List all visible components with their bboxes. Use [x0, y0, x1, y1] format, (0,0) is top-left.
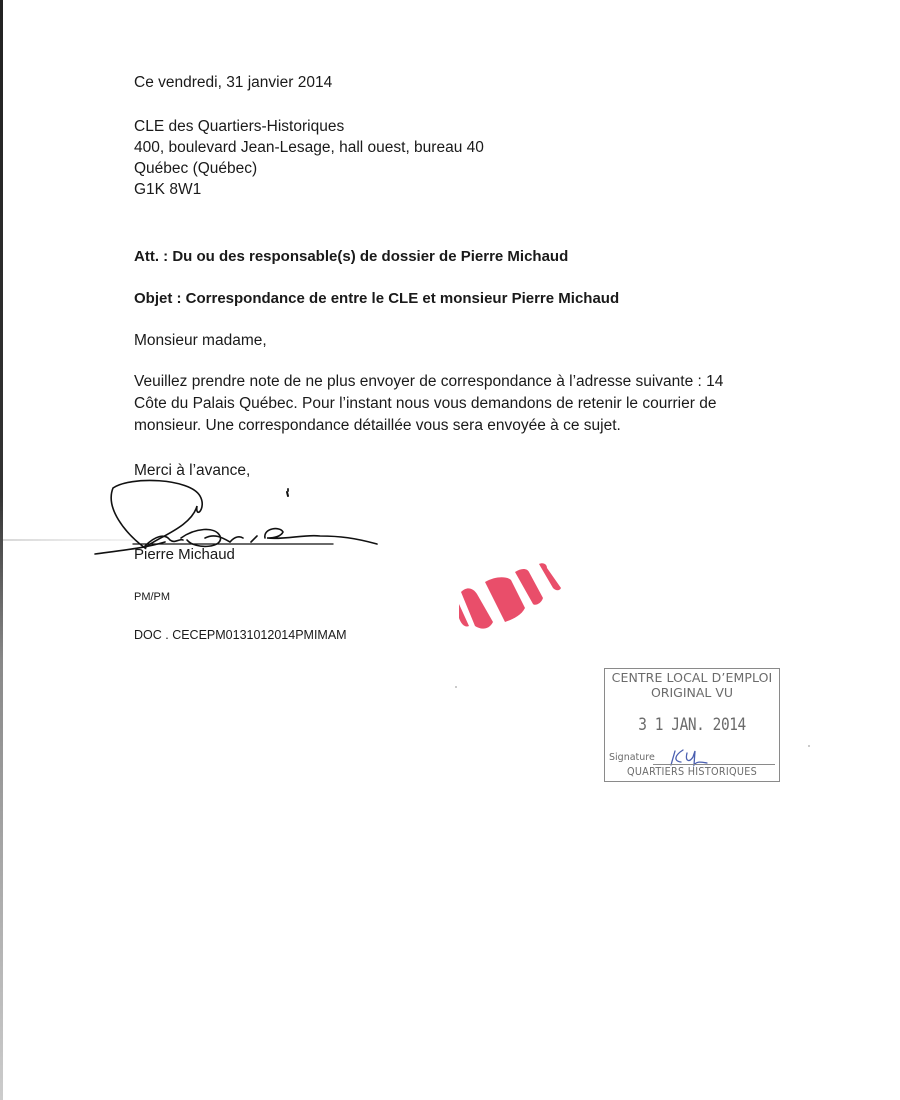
stamp-signature-line [653, 764, 775, 765]
stamp-subtitle: ORIGINAL VU [650, 685, 734, 700]
handwritten-signature [85, 478, 395, 558]
closing: Merci à l’avance, [134, 462, 251, 479]
salutation: Monsieur madame, [134, 332, 267, 349]
body-line: Veuillez prendre note de ne plus envoyer de correspondance à l’adresse suivante : 14 [134, 373, 724, 390]
initials: PM/PM [134, 591, 171, 603]
scan-speck [455, 686, 457, 688]
recipient-name: CLE des Quartiers-Historiques [134, 118, 345, 135]
cle-received-stamp [604, 668, 780, 782]
stamp-title: CENTRE LOCAL D’EMPLOI [611, 670, 773, 685]
stamp-signature-label: Signature [609, 752, 655, 763]
scan-speck [287, 488, 289, 492]
body-paragraph [134, 371, 794, 437]
red-stamp-mark [455, 560, 565, 635]
body-line: monsieur. Une correspondance détaillée vous sera envoyée à ce sujet. [134, 417, 621, 434]
scan-edge [0, 0, 3, 1100]
letter-date: Ce vendredi, 31 janvier 2014 [134, 74, 333, 91]
doc-reference: DOC . CECEPM0131012014PMIMAM [134, 628, 347, 642]
attention-line: Att. : Du ou des responsable(s) de dossier de Pierre Michaud [134, 248, 569, 265]
recipient-city: Québec (Québec) [134, 160, 258, 177]
body-line: Côte du Palais Québec. Pour l’instant nous vous demandons de retenir le courrier de [134, 395, 717, 412]
signatory-name: Pierre Michaud [134, 546, 235, 563]
scan-speck [808, 745, 810, 747]
stamp-date: 3 1 JAN. 2014 [638, 715, 746, 735]
subject-line: Objet : Correspondance de entre le CLE et monsieur Pierre Michaud [134, 290, 620, 307]
stamp-office-name: QUARTIERS HISTORIQUES [626, 766, 758, 778]
recipient-postal-code: G1K 8W1 [134, 181, 202, 198]
recipient-address: 400, boulevard Jean-Lesage, hall ouest, bureau 40 [134, 139, 484, 156]
